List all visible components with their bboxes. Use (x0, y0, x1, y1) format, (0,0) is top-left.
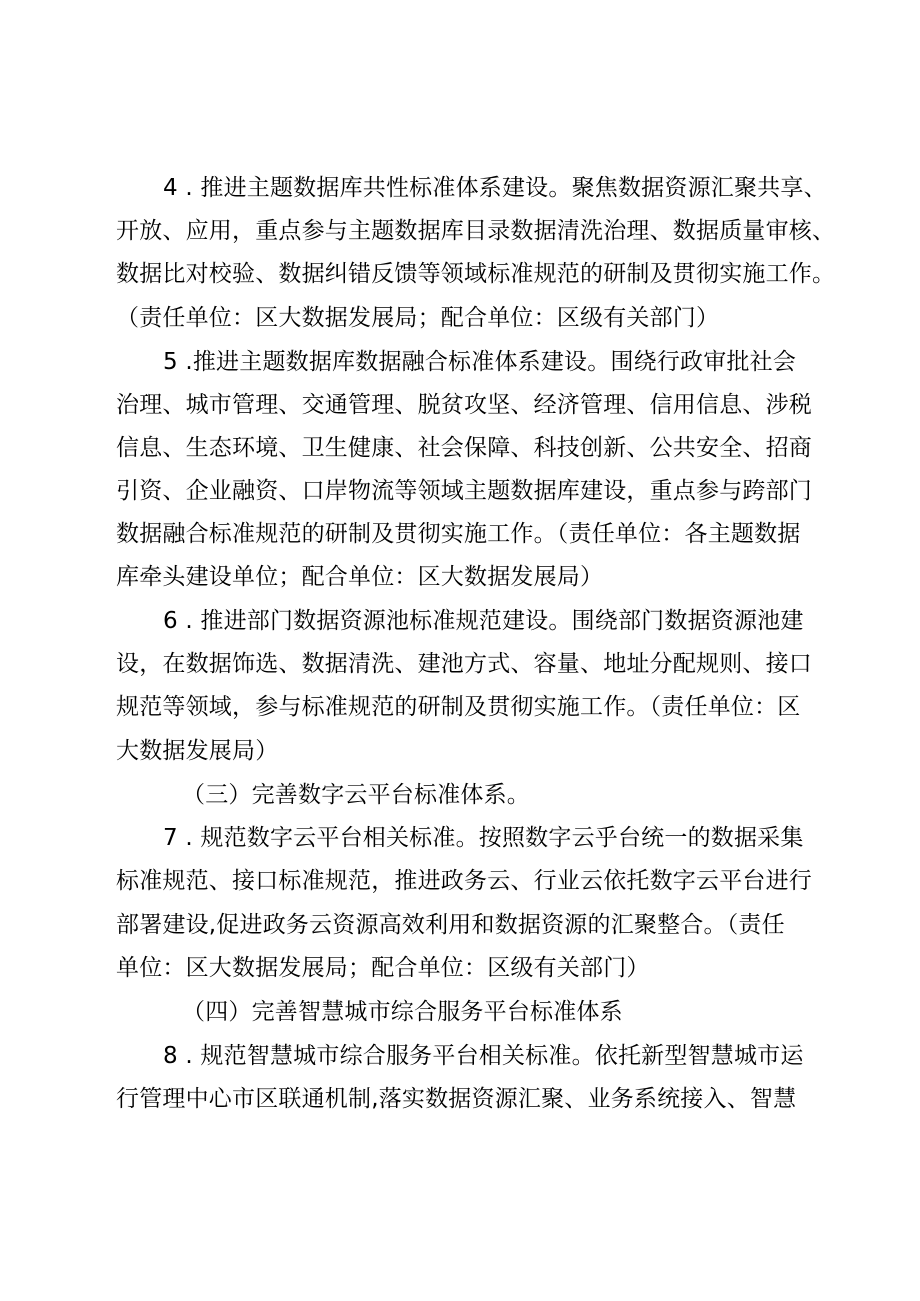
section-3-heading: （三）完善数字云平台标准体系。 (182, 782, 530, 808)
item-4-line-3: 数据比对校验、数据纠错反馈等领域标准规范的研制及贯彻实施工作。 (116, 261, 836, 287)
item-8-line-2: 行管理中心市区联通机制,落实数据资源汇聚、业务系统接入、智慧 (116, 1086, 797, 1112)
item-7-line-4: 单位：区大数据发展局；配合单位：区级有关部门） (116, 955, 650, 981)
item-4-line-4: （责任单位：区大数据发展局；配合单位：区级有关部门） (116, 305, 720, 331)
item-6-line-1: 6 . 推进部门数据资源池标准规范建设。围绕部门数据资源池建 (163, 608, 804, 634)
item-5-line-6: 库牵头建设单位；配合单位：区大数据发展局） (116, 564, 604, 590)
item-4-line-2: 开放、应用，重点参与主题数据库目录数据清洗治理、数据质量审核、 (116, 218, 836, 244)
item-5-line-4: 引资、企业融资、口岸物流等领域主题数据库建设，重点参与跨部门 (116, 478, 812, 504)
item-5-line-5: 数据融合标准规范的研制及贯彻实施工作。（责任单位：各主题数据 (116, 521, 801, 547)
item-5-line-2: 治理、城市管理、交通管理、脱贫攻坚、经济管理、信用信息、涉税 (116, 392, 812, 418)
item-5-line-3: 信息、生态环境、卫生健康、社会保障、科技创新、公共安全、招商 (116, 435, 812, 461)
item-7-line-1: 7 . 规范数字云平台相关标准。按照数字云乎台统一的数据采集 (163, 825, 804, 851)
section-4-heading: （四）完善智慧城市综合服务平台标准体系 (182, 999, 623, 1025)
item-6-line-2: 设，在数据饰选、数据清洗、建池方式、容量、地址分配规则、接口 (116, 651, 812, 677)
item-8-line-1: 8 . 规范智慧城市综合服务平台相关标准。依托新型智慧城市运 (163, 1043, 804, 1069)
item-6-line-3: 规范等领域，参与标准规范的研制及贯彻实施工作。（责任单位：区 (116, 694, 801, 720)
item-6-line-4: 大数据发展局） (116, 738, 279, 764)
item-5-line-1: 5 .推进主题数据库数据融合标准体系建设。围绕行政审批社会 (163, 349, 797, 375)
item-7-line-2: 标准规范、接口标准规范，推进政务云、行业云依托数字云平台进行 (116, 868, 812, 894)
item-4-line-1: 4 . 推进主题数据库共性标准体系建设。聚焦数据资源汇聚共享、 (163, 175, 827, 201)
item-7-line-3: 部署建设,促进政务云资源高效利用和数据资源的汇聚整合。（责任 (116, 912, 785, 938)
